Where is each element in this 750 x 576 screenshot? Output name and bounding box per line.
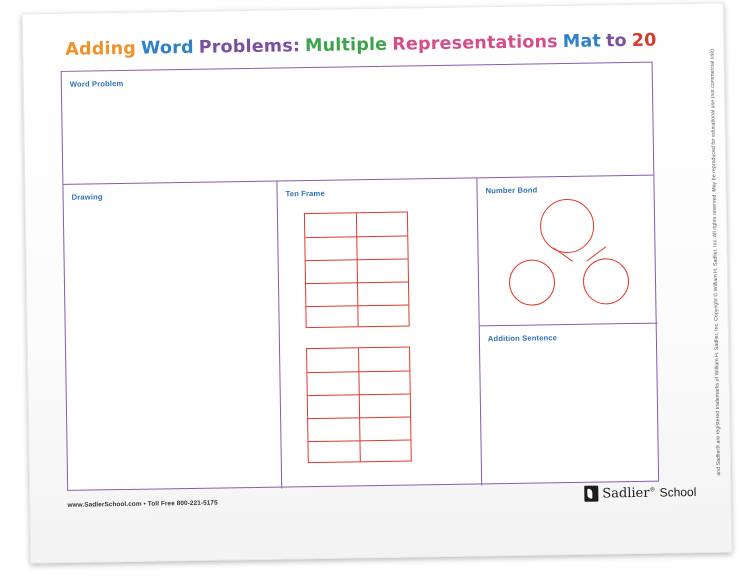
title-word-1: Adding (65, 38, 137, 60)
panel-addition-sentence[interactable] (480, 324, 660, 486)
title-word-5: Representations (392, 32, 558, 55)
brand-registered-mark: ® (649, 485, 656, 493)
ten-frame-1-divider-vertical (356, 213, 359, 326)
footer-phone: Toll Free 800-221-5175 (147, 499, 218, 508)
brand-wordmark (602, 485, 696, 501)
panel-ten-frame[interactable] (277, 178, 482, 488)
panels-right-column (477, 176, 660, 486)
panel-word-problem[interactable] (62, 63, 654, 185)
number-bond-part-left-circle[interactable] (509, 259, 556, 306)
paper-sheet (22, 3, 733, 564)
footer-separator: • (143, 500, 146, 508)
title-word-3: Problems: (198, 36, 301, 58)
ten-frame-grid-2[interactable] (306, 346, 412, 463)
panel-drawing[interactable] (63, 182, 282, 492)
paper-surface (23, 4, 732, 563)
brand-logo (584, 484, 696, 502)
page-title (65, 30, 665, 59)
ten-frame-grid-1[interactable] (304, 212, 410, 329)
title-word-2: Word (140, 37, 194, 59)
ten-frame-2-divider-vertical (358, 348, 361, 461)
copyright-notice: and Sadlier® are registered trademarks of William H. Sadlier, Inc. Copyright © William H. Sadlier, Inc. All rights reserved. May be reproduced for educational use (not commercial use). (709, 47, 723, 476)
drawing-label: Drawing (71, 192, 103, 202)
panel-number-bond[interactable] (477, 176, 657, 327)
number-bond-label: Number Bond (485, 185, 538, 196)
footer-contact (67, 500, 217, 509)
brand-name: Sadlier (602, 485, 650, 501)
footer-website[interactable]: www.SadlerSchool.com (67, 500, 142, 509)
worksheet-frame (61, 62, 660, 491)
ten-frame-label: Ten Frame (285, 188, 325, 199)
title-word-6: Mat (562, 31, 602, 53)
number-bond-whole-circle[interactable] (540, 199, 595, 254)
title-word-8: 20 (631, 30, 657, 51)
sadlier-logo-icon (584, 486, 598, 502)
title-word-7: to (605, 31, 627, 52)
number-bond-part-right-circle[interactable] (583, 258, 630, 305)
title-word-4: Multiple (304, 34, 388, 57)
brand-suffix: School (659, 484, 697, 500)
addition-sentence-label: Addition Sentence (487, 333, 558, 344)
panels-lower-row (63, 176, 658, 492)
word-problem-label: Word Problem (69, 78, 124, 89)
